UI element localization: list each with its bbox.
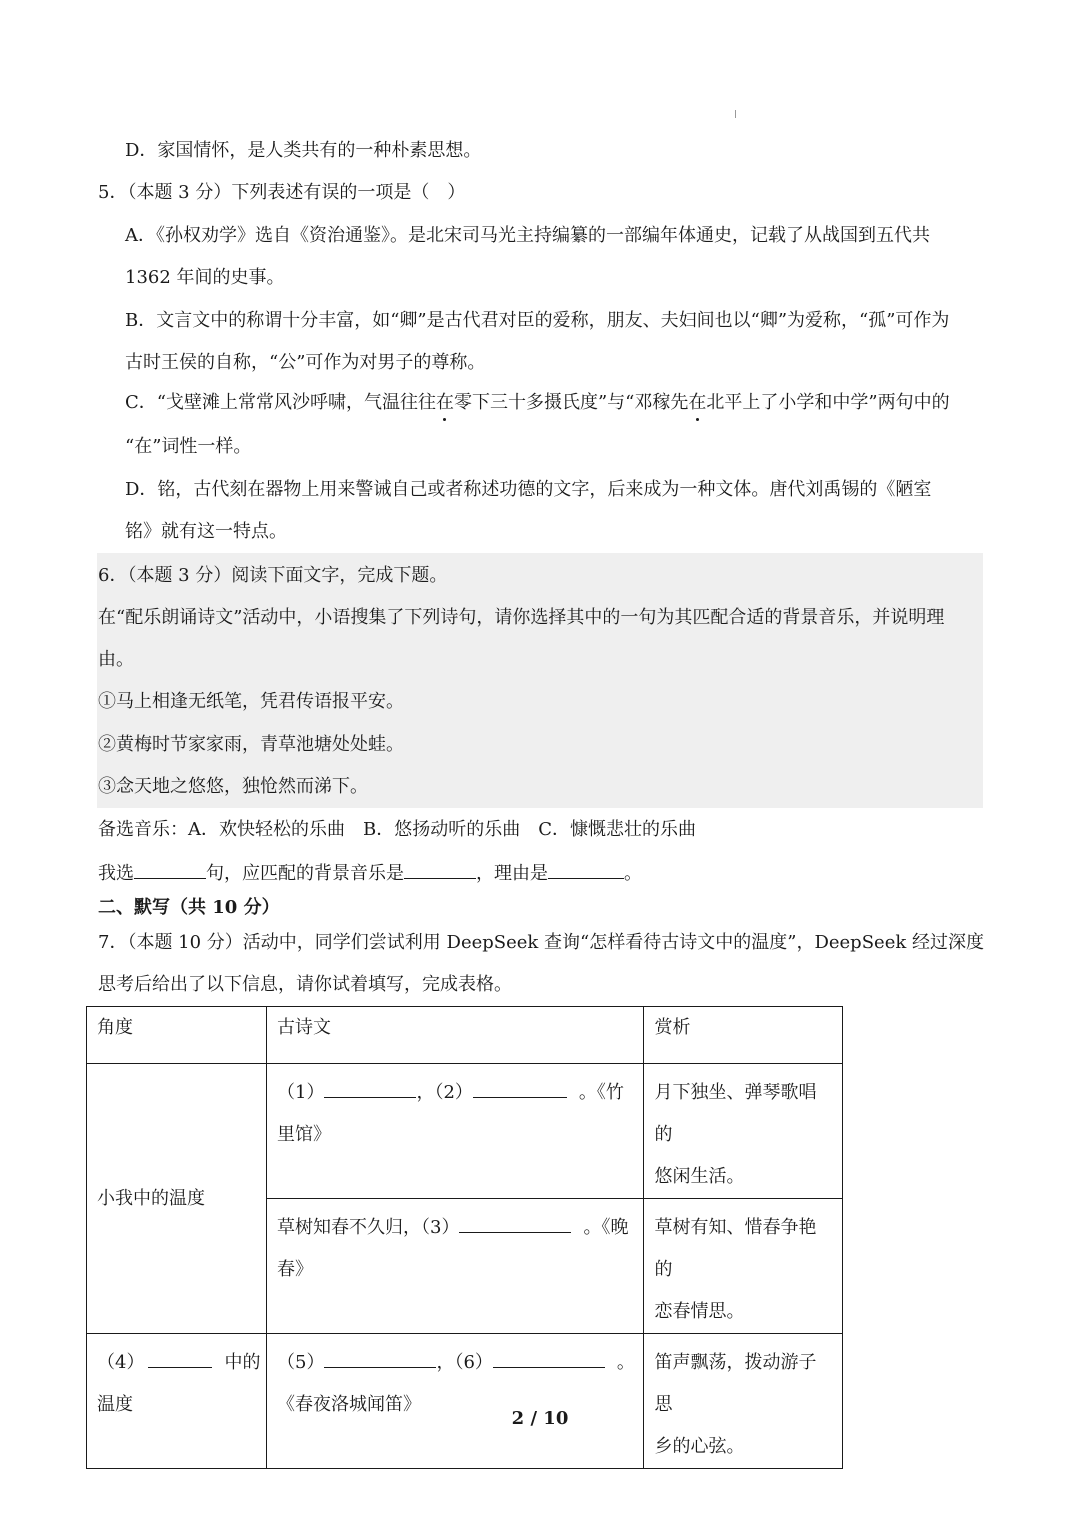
q6-highlight-box [97,553,983,808]
q5-option-d-line1: D．铭，古代刻在器物上用来警诫自己或者称述功德的文字，后来成为一种文体。唐代刘禹锡的《陋室 [125,479,932,500]
q6-stem: 6．（本题 3 分）阅读下面文字，完成下题。 [98,565,448,586]
row1b-analysis-line1: 草树有知、惜春争艳的 [654,1217,817,1280]
scan-mark [735,110,736,118]
row1a-analysis [644,1064,843,1199]
row2-angle-line2: 温度 [97,1394,133,1415]
q5-c-emphasis-1: 在 [435,392,454,413]
row1b-analysis-line2: 恋春情思。 [654,1301,745,1322]
q6-answer-text-c: ，理由是 [476,863,548,884]
row1a-poem-part2: ，（2） [416,1082,473,1103]
row2-angle [87,1334,267,1469]
blank-5[interactable] [324,1349,436,1368]
row2-angle-part2: 中的 [224,1352,261,1373]
row2-poem-line1 [277,1342,633,1384]
q5-option-a-line1: A．《孙权劝学》选自《资治通鉴》。是北宋司马光主持编纂的一部编年体通史，记载了从战国到五代共 [125,225,930,246]
blank-6[interactable] [493,1349,605,1368]
q5-option-b-line2: 古时王侯的自称，“公”可作为对男子的尊称。 [125,352,486,373]
table-header-row [87,1007,843,1064]
q6-poem-1: ①马上相逢无纸笔，凭君传语报平安。 [98,691,404,712]
q6-intro-line2: 由。 [98,649,134,670]
row2-poem-part2: ，（6） [436,1352,493,1373]
q6-answer-text-b: 句，应匹配的背景音乐是 [206,863,404,884]
row2-poem [267,1334,644,1469]
blank-1[interactable] [324,1079,416,1098]
row2-analysis [644,1334,843,1469]
row1b-poem-part1: 草树知春不久归，（3） [277,1217,460,1238]
table-row [87,1064,843,1199]
q7-stem-line1: 7．（本题 10 分）活动中，同学们尝试利用 DeepSeek 查询“怎样看待古诗文中的温度”，DeepSeek 经过深度 [98,932,984,953]
q5-option-d-line2: 铭》就有这一特点。 [125,521,287,542]
row2-poem-part1: （5） [277,1352,325,1373]
q6-answer-text-a: 我选 [98,863,134,884]
row2-analysis-line1: 笛声飘荡，拨动游子思 [654,1352,817,1415]
q5-option-a-line2: 1362 年间的史事。 [125,267,285,288]
row1a-poem-line1 [277,1072,633,1114]
q5-option-c-line2: “在”词性一样。 [125,436,252,457]
page-number: 2 / 10 [511,1408,569,1429]
q5-c-text-c: 零下三十多摄氏度”与“邓稼先 [453,392,689,413]
q7-stem-line2: 思考后给出了以下信息，请你试着填写，完成表格。 [98,974,512,995]
row2-poem-line2: 《春夜洛城闻笛》 [277,1394,421,1415]
row2-analysis-line2: 乡的心弦。 [654,1436,745,1457]
header-analysis: 赏析 [644,1007,843,1064]
row1b-poem-line2: 春》 [277,1259,313,1280]
q6-poem-3: ③念天地之悠悠，独怆然而涕下。 [98,776,368,797]
blank-3[interactable] [459,1214,571,1233]
row1b-poem-line1 [277,1207,633,1249]
q6-blank-sentence[interactable] [134,860,206,879]
row1a-analysis-line2: 悠闲生活。 [654,1166,745,1187]
row1-angle: 小我中的温度 [87,1064,267,1334]
q5-option-c-line1 [125,391,950,415]
q6-answer-text-d: 。 [624,863,642,884]
table-row [87,1334,843,1469]
row1a-poem-part1: （1） [277,1082,325,1103]
row1b-poem [267,1199,644,1334]
blank-2[interactable] [473,1079,567,1098]
blank-4[interactable] [148,1349,212,1368]
q5-stem: 5．（本题 3 分）下列表述有误的一项是（ ） [98,182,466,203]
q5-c-emphasis-2: 在 [688,392,707,413]
row2-angle-line1 [97,1342,261,1384]
header-angle: 角度 [87,1007,267,1064]
q6-poem-2: ②黄梅时节家家雨，青草池塘处处蛙。 [98,734,404,755]
header-poem: 古诗文 [267,1007,644,1064]
row2-poem-part3: 。 [616,1352,635,1373]
row1a-poem [267,1064,644,1199]
q6-music-options: 备选音乐：A．欢快轻松的乐曲 B．悠扬动听的乐曲 C．慷慨悲壮的乐曲 [98,819,696,840]
row1a-analysis-line1: 月下独坐、弹琴歌唱的 [654,1082,817,1145]
q5-option-b-line1: B．文言文中的称谓十分丰富，如“卿”是古代君对臣的爱称，朋友、夫妇间也以“卿”为爱称，“孤”可作为 [125,310,950,331]
section-2-title: 二、默写（共 10 分） [98,897,280,918]
row1a-poem-line2: 里馆》 [277,1124,331,1145]
q6-blank-reason[interactable] [548,860,624,879]
row1a-poem-part3: 。《竹 [578,1082,624,1103]
row2-angle-part1: （4） [97,1352,145,1373]
q6-blank-music[interactable] [404,860,476,879]
q5-c-text-e: 北平上了小学和中学”两句中的 [706,392,950,413]
q7-table [86,1006,843,1469]
row1b-poem-part2: 。《晚 [583,1217,629,1238]
q4-option-d: D．家国情怀，是人类共有的一种朴素思想。 [125,140,482,161]
q5-c-text-a: C．“戈壁滩上常常风沙呼啸，气温往往 [125,392,436,413]
q6-intro-line1: 在“配乐朗诵诗文”活动中，小语搜集了下列诗句，请你选择其中的一句为其匹配合适的背景音乐，并说明理 [98,607,945,628]
q6-answer-line [98,860,642,884]
row1b-analysis [644,1199,843,1334]
